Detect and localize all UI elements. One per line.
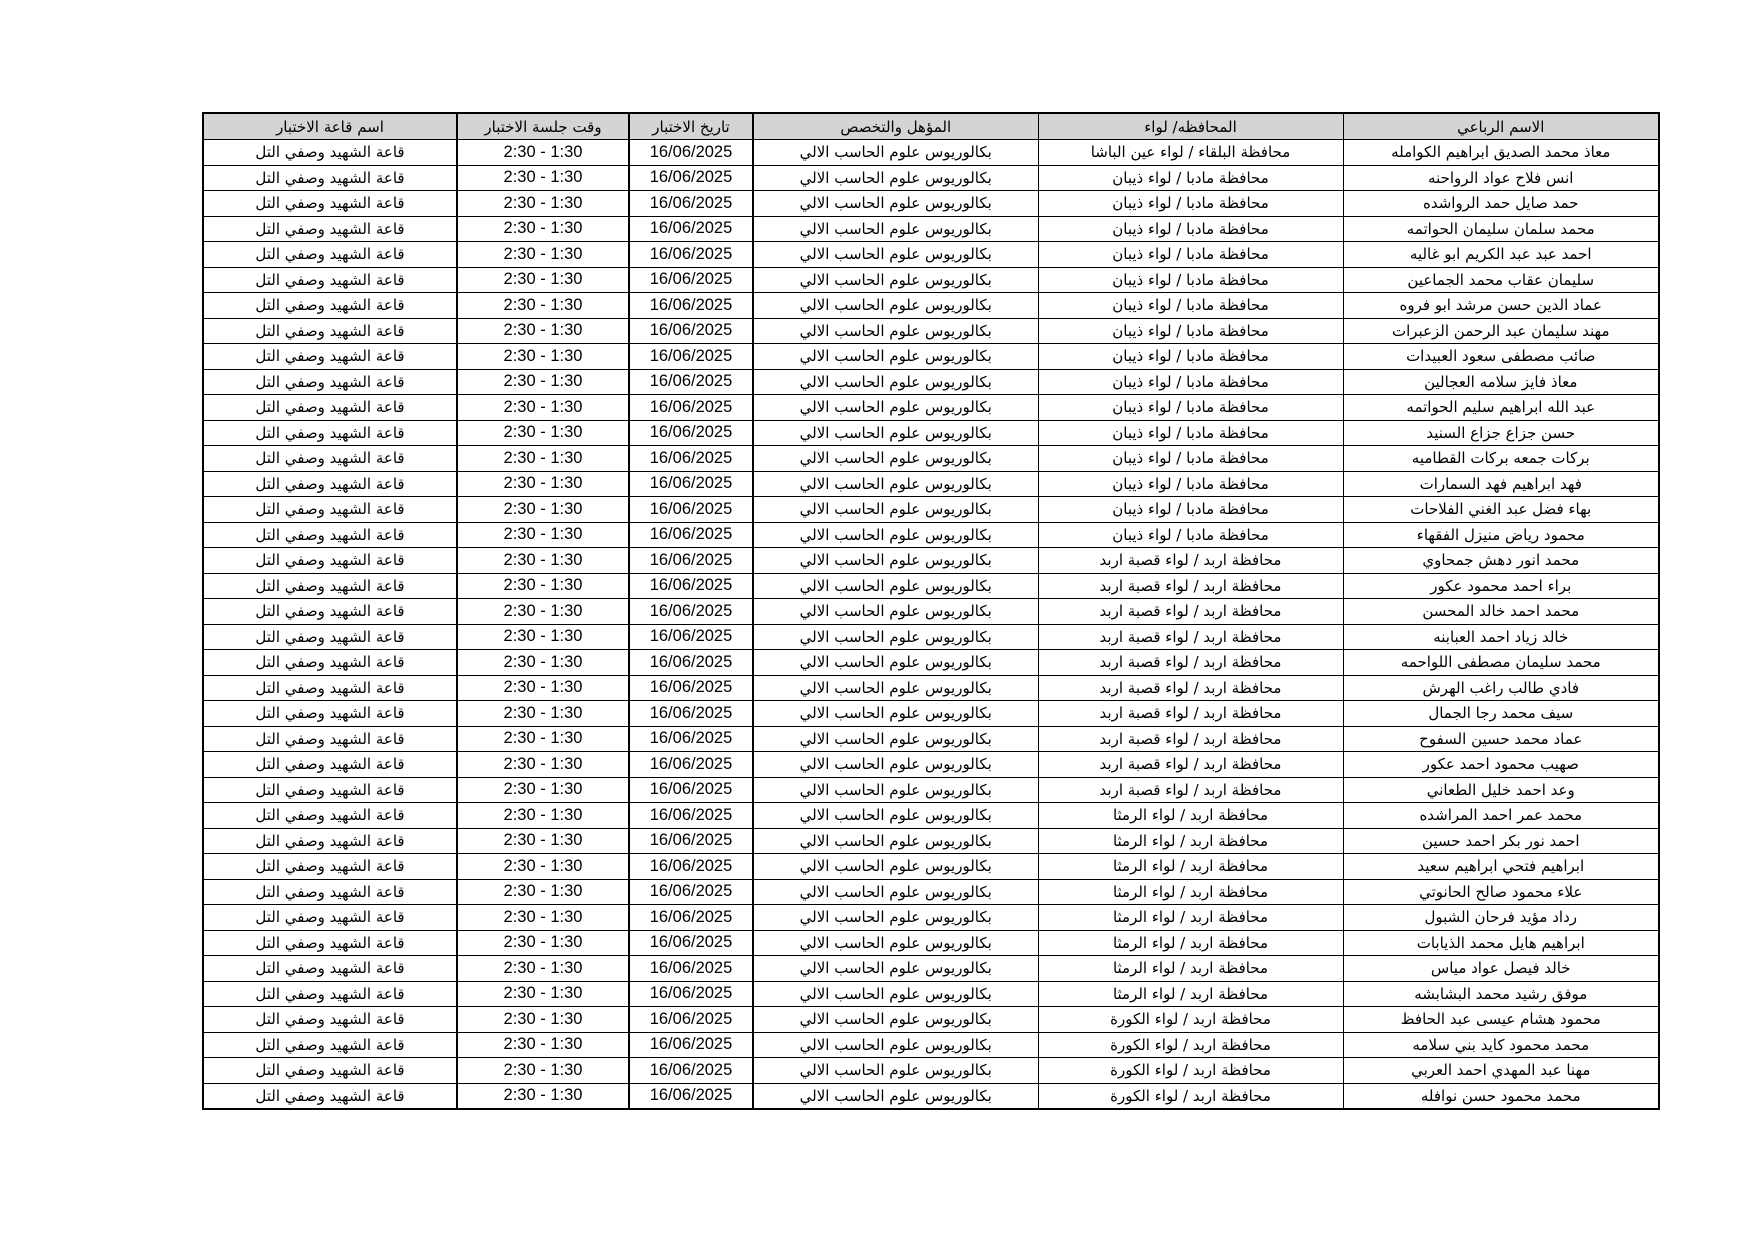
cell-time: 2:30 - 1:30 (457, 267, 629, 293)
cell-time: 2:30 - 1:30 (457, 930, 629, 956)
cell-qualification: بكالوريوس علوم الحاسب الالي (753, 395, 1038, 421)
cell-date: 16/06/2025 (629, 701, 753, 727)
cell-name: مهنا عبد المهدي احمد العربي (1343, 1058, 1659, 1084)
cell-hall: قاعة الشهيد وصفي التل (203, 318, 457, 344)
cell-time: 2:30 - 1:30 (457, 650, 629, 676)
table-row (203, 548, 1659, 574)
cell-region: محافظة مادبا / لواء ذيبان (1038, 471, 1343, 497)
cell-date: 16/06/2025 (629, 395, 753, 421)
cell-region: محافظة مادبا / لواء ذيبان (1038, 191, 1343, 217)
cell-qualification: بكالوريوس علوم الحاسب الالي (753, 599, 1038, 625)
cell-date: 16/06/2025 (629, 726, 753, 752)
cell-region: محافظة اربد / لواء قصبة اربد (1038, 650, 1343, 676)
cell-date: 16/06/2025 (629, 548, 753, 574)
table-row (203, 242, 1659, 268)
cell-date: 16/06/2025 (629, 1032, 753, 1058)
cell-qualification: بكالوريوس علوم الحاسب الالي (753, 471, 1038, 497)
cell-date: 16/06/2025 (629, 267, 753, 293)
table-row (203, 1058, 1659, 1084)
cell-hall: قاعة الشهيد وصفي التل (203, 420, 457, 446)
cell-region: محافظة مادبا / لواء ذيبان (1038, 216, 1343, 242)
cell-name: محمد محمود حسن نوافله (1343, 1083, 1659, 1109)
table-row (203, 522, 1659, 548)
cell-region: محافظة اربد / لواء الرمثا (1038, 956, 1343, 982)
cell-name: ابراهيم فتحي ابراهيم سعيد (1343, 854, 1659, 880)
cell-time: 2:30 - 1:30 (457, 803, 629, 829)
cell-date: 16/06/2025 (629, 191, 753, 217)
cell-time: 2:30 - 1:30 (457, 293, 629, 319)
cell-name: انس فلاح عواد الرواحنه (1343, 165, 1659, 191)
exam-schedule-table (202, 112, 1660, 1110)
cell-name: بركات جمعه بركات القطاميه (1343, 446, 1659, 472)
cell-region: محافظة مادبا / لواء ذيبان (1038, 318, 1343, 344)
cell-date: 16/06/2025 (629, 650, 753, 676)
cell-time: 2:30 - 1:30 (457, 956, 629, 982)
cell-region: محافظة اربد / لواء قصبة اربد (1038, 752, 1343, 778)
cell-time: 2:30 - 1:30 (457, 701, 629, 727)
cell-name: علاء محمود صالح الحانوتي (1343, 879, 1659, 905)
cell-date: 16/06/2025 (629, 1007, 753, 1033)
cell-time: 2:30 - 1:30 (457, 573, 629, 599)
cell-region: محافظة مادبا / لواء ذيبان (1038, 267, 1343, 293)
cell-qualification: بكالوريوس علوم الحاسب الالي (753, 191, 1038, 217)
cell-region: محافظة اربد / لواء الرمثا (1038, 981, 1343, 1007)
header-qualification: المؤهل والتخصص (753, 113, 1038, 140)
table-row (203, 318, 1659, 344)
cell-date: 16/06/2025 (629, 471, 753, 497)
table-row (203, 777, 1659, 803)
table-row (203, 420, 1659, 446)
cell-region: محافظة اربد / لواء الرمثا (1038, 879, 1343, 905)
cell-region: محافظة مادبا / لواء ذيبان (1038, 420, 1343, 446)
cell-date: 16/06/2025 (629, 599, 753, 625)
cell-name: عماد الدين حسن مرشد ابو فروه (1343, 293, 1659, 319)
cell-time: 2:30 - 1:30 (457, 216, 629, 242)
cell-date: 16/06/2025 (629, 803, 753, 829)
cell-hall: قاعة الشهيد وصفي التل (203, 981, 457, 1007)
header-name: الاسم الرباعي (1343, 113, 1659, 140)
cell-name: محمود هشام عيسى عبد الحافظ (1343, 1007, 1659, 1033)
cell-date: 16/06/2025 (629, 1058, 753, 1084)
table-row (203, 675, 1659, 701)
cell-time: 2:30 - 1:30 (457, 369, 629, 395)
cell-region: محافظة اربد / لواء الرمثا (1038, 854, 1343, 880)
cell-qualification: بكالوريوس علوم الحاسب الالي (753, 930, 1038, 956)
cell-name: حمد صايل حمد الرواشده (1343, 191, 1659, 217)
header-date: تاريخ الاختبار (629, 113, 753, 140)
cell-hall: قاعة الشهيد وصفي التل (203, 344, 457, 370)
cell-qualification: بكالوريوس علوم الحاسب الالي (753, 522, 1038, 548)
table-row (203, 930, 1659, 956)
cell-time: 2:30 - 1:30 (457, 1058, 629, 1084)
cell-qualification: بكالوريوس علوم الحاسب الالي (753, 293, 1038, 319)
cell-name: فادي طالب راغب الهرش (1343, 675, 1659, 701)
cell-qualification: بكالوريوس علوم الحاسب الالي (753, 981, 1038, 1007)
cell-hall: قاعة الشهيد وصفي التل (203, 140, 457, 166)
cell-name: رداد مؤيد فرحان الشبول (1343, 905, 1659, 931)
table-row (203, 1083, 1659, 1109)
cell-name: مهند سليمان عبد الرحمن الزعبرات (1343, 318, 1659, 344)
cell-name: محمد محمود كايد بني سلامه (1343, 1032, 1659, 1058)
cell-date: 16/06/2025 (629, 318, 753, 344)
cell-region: محافظة اربد / لواء قصبة اربد (1038, 777, 1343, 803)
cell-name: سيف محمد رجا الجمال (1343, 701, 1659, 727)
cell-date: 16/06/2025 (629, 956, 753, 982)
cell-hall: قاعة الشهيد وصفي التل (203, 905, 457, 931)
table-row (203, 905, 1659, 931)
table-row (203, 624, 1659, 650)
cell-region: محافظة اربد / لواء الرمثا (1038, 930, 1343, 956)
cell-hall: قاعة الشهيد وصفي التل (203, 930, 457, 956)
cell-qualification: بكالوريوس علوم الحاسب الالي (753, 318, 1038, 344)
header-time: وقت جلسة الاختبار (457, 113, 629, 140)
cell-date: 16/06/2025 (629, 497, 753, 523)
cell-name: بهاء فضل عبد الغني الفلاحات (1343, 497, 1659, 523)
cell-qualification: بكالوريوس علوم الحاسب الالي (753, 165, 1038, 191)
cell-time: 2:30 - 1:30 (457, 752, 629, 778)
cell-time: 2:30 - 1:30 (457, 191, 629, 217)
table-row (203, 828, 1659, 854)
cell-name: موفق رشيد محمد البشابشه (1343, 981, 1659, 1007)
table-row (203, 752, 1659, 778)
cell-qualification: بكالوريوس علوم الحاسب الالي (753, 1032, 1038, 1058)
cell-date: 16/06/2025 (629, 242, 753, 268)
cell-time: 2:30 - 1:30 (457, 548, 629, 574)
cell-name: سليمان عقاب محمد الجماعين (1343, 267, 1659, 293)
cell-hall: قاعة الشهيد وصفي التل (203, 548, 457, 574)
cell-qualification: بكالوريوس علوم الحاسب الالي (753, 854, 1038, 880)
table-row (203, 191, 1659, 217)
table-row (203, 650, 1659, 676)
cell-time: 2:30 - 1:30 (457, 242, 629, 268)
cell-time: 2:30 - 1:30 (457, 599, 629, 625)
cell-name: محمد احمد خالد المحسن (1343, 599, 1659, 625)
cell-hall: قاعة الشهيد وصفي التل (203, 701, 457, 727)
cell-name: صهيب محمود احمد عكور (1343, 752, 1659, 778)
cell-time: 2:30 - 1:30 (457, 318, 629, 344)
cell-time: 2:30 - 1:30 (457, 905, 629, 931)
exam-schedule-sheet (202, 112, 1658, 1110)
cell-hall: قاعة الشهيد وصفي التل (203, 599, 457, 625)
cell-time: 2:30 - 1:30 (457, 828, 629, 854)
table-row (203, 165, 1659, 191)
cell-time: 2:30 - 1:30 (457, 1007, 629, 1033)
cell-hall: قاعة الشهيد وصفي التل (203, 497, 457, 523)
cell-qualification: بكالوريوس علوم الحاسب الالي (753, 879, 1038, 905)
table-row (203, 599, 1659, 625)
cell-hall: قاعة الشهيد وصفي التل (203, 650, 457, 676)
cell-region: محافظة اربد / لواء الكورة (1038, 1032, 1343, 1058)
cell-name: خالد فيصل عواد مياس (1343, 956, 1659, 982)
cell-time: 2:30 - 1:30 (457, 344, 629, 370)
cell-name: محمود رياض منيزل الفقهاء (1343, 522, 1659, 548)
cell-hall: قاعة الشهيد وصفي التل (203, 624, 457, 650)
table-row (203, 1007, 1659, 1033)
cell-qualification: بكالوريوس علوم الحاسب الالي (753, 267, 1038, 293)
table-row (203, 293, 1659, 319)
cell-qualification: بكالوريوس علوم الحاسب الالي (753, 369, 1038, 395)
cell-region: محافظة اربد / لواء قصبة اربد (1038, 675, 1343, 701)
cell-hall: قاعة الشهيد وصفي التل (203, 803, 457, 829)
cell-name: معاذ فايز سلامه العجالين (1343, 369, 1659, 395)
cell-date: 16/06/2025 (629, 828, 753, 854)
cell-date: 16/06/2025 (629, 420, 753, 446)
table-row (203, 1032, 1659, 1058)
cell-date: 16/06/2025 (629, 624, 753, 650)
cell-name: عبد الله ابراهيم سليم الحواتمه (1343, 395, 1659, 421)
cell-date: 16/06/2025 (629, 293, 753, 319)
cell-region: محافظة اربد / لواء الرمثا (1038, 828, 1343, 854)
cell-time: 2:30 - 1:30 (457, 726, 629, 752)
table-row (203, 726, 1659, 752)
cell-region: محافظة اربد / لواء قصبة اربد (1038, 548, 1343, 574)
cell-qualification: بكالوريوس علوم الحاسب الالي (753, 726, 1038, 752)
cell-date: 16/06/2025 (629, 777, 753, 803)
table-row (203, 803, 1659, 829)
table-row (203, 981, 1659, 1007)
cell-time: 2:30 - 1:30 (457, 471, 629, 497)
cell-date: 16/06/2025 (629, 879, 753, 905)
cell-qualification: بكالوريوس علوم الحاسب الالي (753, 344, 1038, 370)
cell-hall: قاعة الشهيد وصفي التل (203, 446, 457, 472)
cell-region: محافظة مادبا / لواء ذيبان (1038, 242, 1343, 268)
cell-date: 16/06/2025 (629, 165, 753, 191)
cell-hall: قاعة الشهيد وصفي التل (203, 854, 457, 880)
cell-time: 2:30 - 1:30 (457, 624, 629, 650)
cell-name: محمد سلمان سليمان الحواتمه (1343, 216, 1659, 242)
table-row (203, 140, 1659, 166)
cell-time: 2:30 - 1:30 (457, 675, 629, 701)
table-row (203, 956, 1659, 982)
cell-name: ابراهيم هايل محمد الذيابات (1343, 930, 1659, 956)
cell-name: فهد ابراهيم فهد السمارات (1343, 471, 1659, 497)
cell-hall: قاعة الشهيد وصفي التل (203, 1007, 457, 1033)
table-row (203, 267, 1659, 293)
cell-hall: قاعة الشهيد وصفي التل (203, 777, 457, 803)
cell-qualification: بكالوريوس علوم الحاسب الالي (753, 573, 1038, 599)
table-row (203, 573, 1659, 599)
cell-time: 2:30 - 1:30 (457, 1032, 629, 1058)
cell-hall: قاعة الشهيد وصفي التل (203, 395, 457, 421)
cell-qualification: بكالوريوس علوم الحاسب الالي (753, 828, 1038, 854)
cell-time: 2:30 - 1:30 (457, 981, 629, 1007)
header-hall: اسم قاعة الاختبار (203, 113, 457, 140)
cell-hall: قاعة الشهيد وصفي التل (203, 242, 457, 268)
cell-name: محمد انور دهش جمحاوي (1343, 548, 1659, 574)
cell-date: 16/06/2025 (629, 752, 753, 778)
table-row (203, 854, 1659, 880)
cell-qualification: بكالوريوس علوم الحاسب الالي (753, 803, 1038, 829)
cell-hall: قاعة الشهيد وصفي التل (203, 828, 457, 854)
cell-qualification: بكالوريوس علوم الحاسب الالي (753, 752, 1038, 778)
cell-qualification: بكالوريوس علوم الحاسب الالي (753, 548, 1038, 574)
cell-qualification: بكالوريوس علوم الحاسب الالي (753, 675, 1038, 701)
cell-region: محافظة مادبا / لواء ذيبان (1038, 395, 1343, 421)
cell-qualification: بكالوريوس علوم الحاسب الالي (753, 497, 1038, 523)
cell-time: 2:30 - 1:30 (457, 854, 629, 880)
header-region: المحافظه/ لواء (1038, 113, 1343, 140)
cell-date: 16/06/2025 (629, 930, 753, 956)
cell-name: محمد عمر احمد المراشده (1343, 803, 1659, 829)
cell-qualification: بكالوريوس علوم الحاسب الالي (753, 650, 1038, 676)
cell-qualification: بكالوريوس علوم الحاسب الالي (753, 624, 1038, 650)
cell-region: محافظة اربد / لواء قصبة اربد (1038, 701, 1343, 727)
cell-region: محافظة اربد / لواء قصبة اربد (1038, 599, 1343, 625)
cell-region: محافظة مادبا / لواء ذيبان (1038, 165, 1343, 191)
table-row (203, 395, 1659, 421)
cell-date: 16/06/2025 (629, 1083, 753, 1109)
cell-region: محافظة اربد / لواء قصبة اربد (1038, 726, 1343, 752)
cell-qualification: بكالوريوس علوم الحاسب الالي (753, 1007, 1038, 1033)
cell-qualification: بكالوريوس علوم الحاسب الالي (753, 420, 1038, 446)
cell-name: صائب مصطفى سعود العبيدات (1343, 344, 1659, 370)
table-row (203, 369, 1659, 395)
cell-region: محافظة مادبا / لواء ذيبان (1038, 497, 1343, 523)
cell-region: محافظة البلقاء / لواء عين الباشا (1038, 140, 1343, 166)
cell-region: محافظة مادبا / لواء ذيبان (1038, 344, 1343, 370)
table-row (203, 471, 1659, 497)
cell-qualification: بكالوريوس علوم الحاسب الالي (753, 701, 1038, 727)
cell-qualification: بكالوريوس علوم الحاسب الالي (753, 956, 1038, 982)
cell-qualification: بكالوريوس علوم الحاسب الالي (753, 1058, 1038, 1084)
cell-hall: قاعة الشهيد وصفي التل (203, 1058, 457, 1084)
cell-region: محافظة اربد / لواء الكورة (1038, 1007, 1343, 1033)
cell-hall: قاعة الشهيد وصفي التل (203, 293, 457, 319)
cell-hall: قاعة الشهيد وصفي التل (203, 1083, 457, 1109)
table-row (203, 497, 1659, 523)
cell-hall: قاعة الشهيد وصفي التل (203, 522, 457, 548)
cell-hall: قاعة الشهيد وصفي التل (203, 1032, 457, 1058)
table-row (203, 701, 1659, 727)
cell-date: 16/06/2025 (629, 854, 753, 880)
cell-name: احمد عبد عبد الكريم ابو غاليه (1343, 242, 1659, 268)
cell-hall: قاعة الشهيد وصفي التل (203, 573, 457, 599)
cell-qualification: بكالوريوس علوم الحاسب الالي (753, 216, 1038, 242)
cell-time: 2:30 - 1:30 (457, 1083, 629, 1109)
cell-qualification: بكالوريوس علوم الحاسب الالي (753, 1083, 1038, 1109)
cell-name: معاذ محمد الصديق ابراهيم الكوامله (1343, 140, 1659, 166)
cell-hall: قاعة الشهيد وصفي التل (203, 369, 457, 395)
cell-hall: قاعة الشهيد وصفي التل (203, 879, 457, 905)
cell-hall: قاعة الشهيد وصفي التل (203, 191, 457, 217)
cell-hall: قاعة الشهيد وصفي التل (203, 726, 457, 752)
cell-hall: قاعة الشهيد وصفي التل (203, 752, 457, 778)
cell-hall: قاعة الشهيد وصفي التل (203, 165, 457, 191)
cell-date: 16/06/2025 (629, 981, 753, 1007)
cell-time: 2:30 - 1:30 (457, 395, 629, 421)
cell-time: 2:30 - 1:30 (457, 446, 629, 472)
cell-date: 16/06/2025 (629, 446, 753, 472)
cell-qualification: بكالوريوس علوم الحاسب الالي (753, 905, 1038, 931)
cell-region: محافظة مادبا / لواء ذيبان (1038, 522, 1343, 548)
cell-region: محافظة اربد / لواء الرمثا (1038, 905, 1343, 931)
cell-qualification: بكالوريوس علوم الحاسب الالي (753, 446, 1038, 472)
cell-name: وعد احمد خليل الطعاني (1343, 777, 1659, 803)
cell-name: حسن جزاع جزاع السنيد (1343, 420, 1659, 446)
table-row (203, 216, 1659, 242)
cell-date: 16/06/2025 (629, 905, 753, 931)
cell-time: 2:30 - 1:30 (457, 420, 629, 446)
cell-name: محمد سليمان مصطفى اللواحمه (1343, 650, 1659, 676)
cell-name: خالد زياد احمد العبابنه (1343, 624, 1659, 650)
cell-name: عماد محمد حسين السفوح (1343, 726, 1659, 752)
cell-name: احمد نور بكر احمد حسين (1343, 828, 1659, 854)
cell-hall: قاعة الشهيد وصفي التل (203, 471, 457, 497)
cell-region: محافظة مادبا / لواء ذيبان (1038, 446, 1343, 472)
cell-region: محافظة مادبا / لواء ذيبان (1038, 293, 1343, 319)
cell-region: محافظة اربد / لواء الكورة (1038, 1058, 1343, 1084)
cell-region: محافظة مادبا / لواء ذيبان (1038, 369, 1343, 395)
cell-time: 2:30 - 1:30 (457, 497, 629, 523)
cell-date: 16/06/2025 (629, 344, 753, 370)
cell-date: 16/06/2025 (629, 216, 753, 242)
cell-date: 16/06/2025 (629, 522, 753, 548)
cell-hall: قاعة الشهيد وصفي التل (203, 267, 457, 293)
table-row (203, 879, 1659, 905)
cell-date: 16/06/2025 (629, 369, 753, 395)
cell-region: محافظة اربد / لواء الرمثا (1038, 803, 1343, 829)
cell-time: 2:30 - 1:30 (457, 879, 629, 905)
cell-qualification: بكالوريوس علوم الحاسب الالي (753, 242, 1038, 268)
cell-time: 2:30 - 1:30 (457, 140, 629, 166)
cell-hall: قاعة الشهيد وصفي التل (203, 216, 457, 242)
table-row (203, 446, 1659, 472)
cell-time: 2:30 - 1:30 (457, 522, 629, 548)
cell-date: 16/06/2025 (629, 140, 753, 166)
cell-region: محافظة اربد / لواء قصبة اربد (1038, 624, 1343, 650)
cell-qualification: بكالوريوس علوم الحاسب الالي (753, 777, 1038, 803)
cell-region: محافظة اربد / لواء قصبة اربد (1038, 573, 1343, 599)
cell-date: 16/06/2025 (629, 573, 753, 599)
cell-time: 2:30 - 1:30 (457, 777, 629, 803)
header-row (203, 113, 1659, 140)
cell-region: محافظة اربد / لواء الكورة (1038, 1083, 1343, 1109)
cell-name: براء احمد محمود عكور (1343, 573, 1659, 599)
cell-hall: قاعة الشهيد وصفي التل (203, 675, 457, 701)
cell-time: 2:30 - 1:30 (457, 165, 629, 191)
cell-date: 16/06/2025 (629, 675, 753, 701)
cell-hall: قاعة الشهيد وصفي التل (203, 956, 457, 982)
table-row (203, 344, 1659, 370)
cell-qualification: بكالوريوس علوم الحاسب الالي (753, 140, 1038, 166)
